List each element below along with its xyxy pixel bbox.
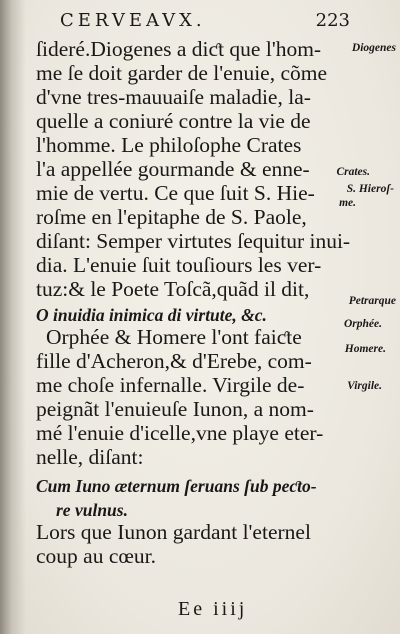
text-line: l'homme. Le philoſophe Crates bbox=[36, 133, 302, 157]
text-line: ſideré.Diogenes a diƈt que l'hom- bbox=[36, 37, 322, 61]
text-line: roſme en l'epitaphe de S. Paole, bbox=[36, 205, 307, 229]
quotation-line: re vulnus. bbox=[56, 500, 128, 520]
text-line: Orphée & Homere l'ont faiƈte bbox=[46, 325, 302, 349]
text-line: Lors que Iunon gardant l'eternel bbox=[36, 520, 311, 544]
margin-note: S. Hieroſ- bbox=[346, 183, 394, 195]
quotation-line: Cum Iuno æternum ſeruans ſub peƈto- bbox=[36, 476, 317, 496]
text-line: peignãt l'enuieuſe Iunon, a nom- bbox=[36, 397, 314, 421]
margin-note: Crates. bbox=[336, 166, 370, 178]
quotation-line: O inuidia inimica di virtute, &c. bbox=[36, 305, 267, 325]
text-line: nelle, diſant: bbox=[36, 445, 144, 469]
text-line: mie de vertu. Ce que ſuit S. Hie- bbox=[36, 181, 315, 205]
running-header bbox=[60, 10, 350, 32]
page-number: 223 bbox=[315, 10, 350, 31]
text-line: mé l'enuie d'icelle,vne playe eter- bbox=[36, 421, 324, 445]
signature-mark: Ee iiij bbox=[178, 598, 248, 620]
text-line: diſant: Semper virtutes ſequitur inui- bbox=[36, 229, 351, 253]
text-line: quelle a coniuré contre la vie de bbox=[36, 109, 311, 133]
running-title: CERVEAVX. bbox=[60, 10, 206, 31]
text-line: tuz:& le Poete Toſcã,quãd il dit, bbox=[36, 277, 310, 301]
text-line: me ſe doit garder de l'enuie, cõme bbox=[36, 61, 328, 85]
margin-note: me. bbox=[339, 197, 356, 209]
margin-note: Diogenes bbox=[351, 42, 396, 54]
text-line: fille d'Acheron,& d'Erebe, com- bbox=[36, 349, 312, 373]
text-line: l'a appellée gourmande & enne- bbox=[36, 157, 310, 181]
margin-note: Orphée. bbox=[343, 318, 382, 330]
binding-shadow bbox=[0, 0, 26, 634]
text-line: dia. L'enuie ſuit touſiours les ver- bbox=[36, 253, 322, 277]
margin-note: Homere. bbox=[344, 343, 386, 355]
margin-note: Petrarque bbox=[348, 295, 396, 307]
text-line: coup au cœur. bbox=[36, 544, 157, 568]
margin-note: Virgile. bbox=[347, 380, 382, 392]
text-line: d'vne tres-mauuaiſe maladie, la- bbox=[36, 85, 311, 109]
text-line: me choſe infernalle. Virgile de- bbox=[36, 373, 305, 397]
